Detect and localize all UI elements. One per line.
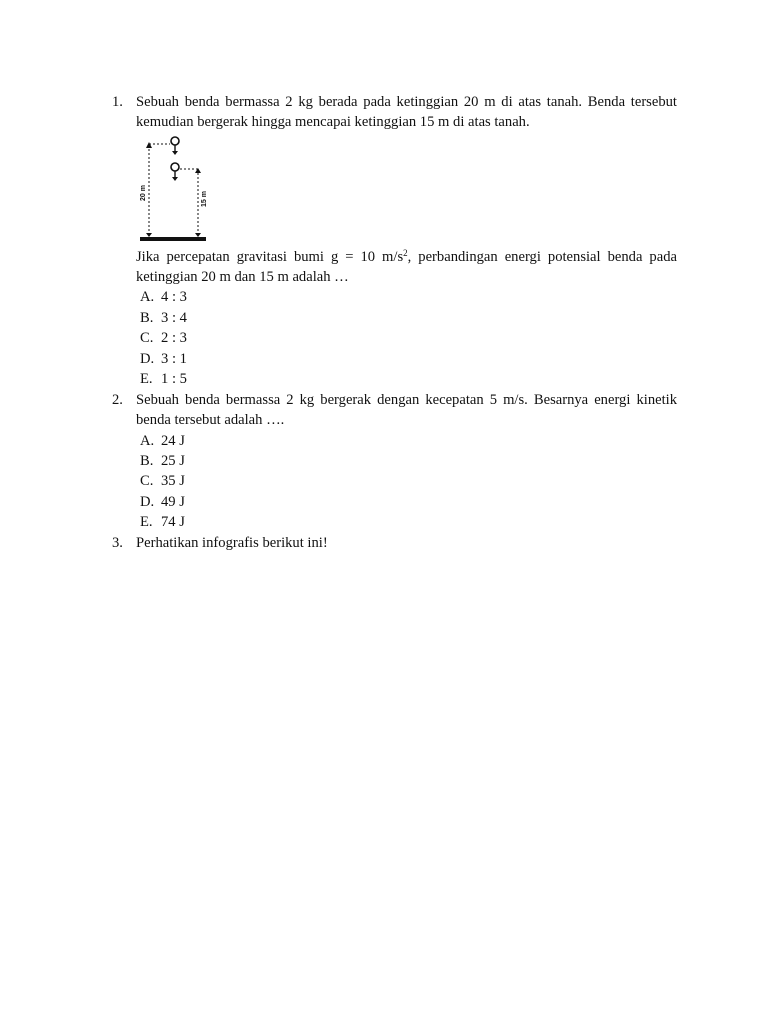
option-letter: E. <box>140 514 153 530</box>
question-2-text-line-2: benda tersebut adalah …. <box>136 412 285 428</box>
question-1-text-line-2: kemudian bergerak hingga mencapai ketinggian 15 m di atas tanah. <box>136 114 530 130</box>
height-15-arrow-bottom <box>195 233 201 237</box>
option-letter: C. <box>140 473 154 489</box>
question-1-text-line-4: ketinggian 20 m dan 15 m adalah … <box>136 269 349 285</box>
height-15-arrow-top <box>195 168 201 173</box>
option-text: 25 J <box>161 453 185 469</box>
option-letter: D. <box>140 351 155 367</box>
question-1-number: 1. <box>112 94 123 110</box>
option-letter: B. <box>140 453 154 469</box>
option-text: 1 : 5 <box>161 371 187 387</box>
option-text: 3 : 4 <box>161 310 187 326</box>
object-top <box>171 137 179 145</box>
question-1-option-d <box>140 349 187 369</box>
question-2-option-c <box>140 471 185 491</box>
question-3-number: 3. <box>112 535 123 551</box>
question-1-option-c <box>140 328 187 348</box>
question-1-gravity-text: Jika percepatan gravitasi bumi g = 10 m/s <box>136 249 404 265</box>
question-3-text-line-1: Perhatikan infografis berikut ini! <box>136 535 328 551</box>
option-letter: B. <box>140 310 154 326</box>
question-2-text-line-1: Sebuah benda bermassa 2 kg bergerak dengan kecepatan 5 m/s. Besarnya energi kinetik <box>136 392 677 408</box>
height-diagram <box>138 136 210 246</box>
question-1-option-b <box>140 308 187 328</box>
question-1-ratio-text: , perbandingan energi potensial benda pada <box>407 249 677 265</box>
option-text: 49 J <box>161 494 185 510</box>
option-letter: E. <box>140 371 153 387</box>
question-2-option-d <box>140 492 185 512</box>
option-text: 2 : 3 <box>161 330 187 346</box>
question-1-option-e <box>140 369 187 389</box>
question-2-number: 2. <box>112 392 123 408</box>
option-letter: A. <box>140 433 155 449</box>
question-2-option-a <box>140 431 185 451</box>
option-text: 24 J <box>161 433 185 449</box>
ground-line <box>140 237 206 241</box>
height-diagram-svg <box>138 136 210 246</box>
object-bottom <box>171 163 179 171</box>
object-top-arrow-head <box>172 151 178 155</box>
height-20-arrow-bottom <box>146 233 152 237</box>
question-1-option-a <box>140 287 187 307</box>
option-letter: C. <box>140 330 154 346</box>
question-1-text-line-3 <box>136 247 677 267</box>
question-2-option-b <box>140 451 185 471</box>
option-text: 4 : 3 <box>161 289 187 305</box>
question-2-option-e <box>140 512 185 532</box>
option-letter: A. <box>140 289 155 305</box>
question-1-text-line-1: Sebuah benda bermassa 2 kg berada pada ketinggian 20 m di atas tanah. Benda tersebut <box>136 94 677 110</box>
option-text: 3 : 1 <box>161 351 187 367</box>
option-text: 74 J <box>161 514 185 530</box>
object-bottom-arrow-head <box>172 177 178 181</box>
option-letter: D. <box>140 494 155 510</box>
label-15m: 15 m <box>201 191 208 207</box>
height-20-arrow-top <box>146 142 152 148</box>
question-1-exponent: 2 <box>403 248 408 258</box>
option-text: 35 J <box>161 473 185 489</box>
label-20m: 20 m <box>140 185 147 201</box>
